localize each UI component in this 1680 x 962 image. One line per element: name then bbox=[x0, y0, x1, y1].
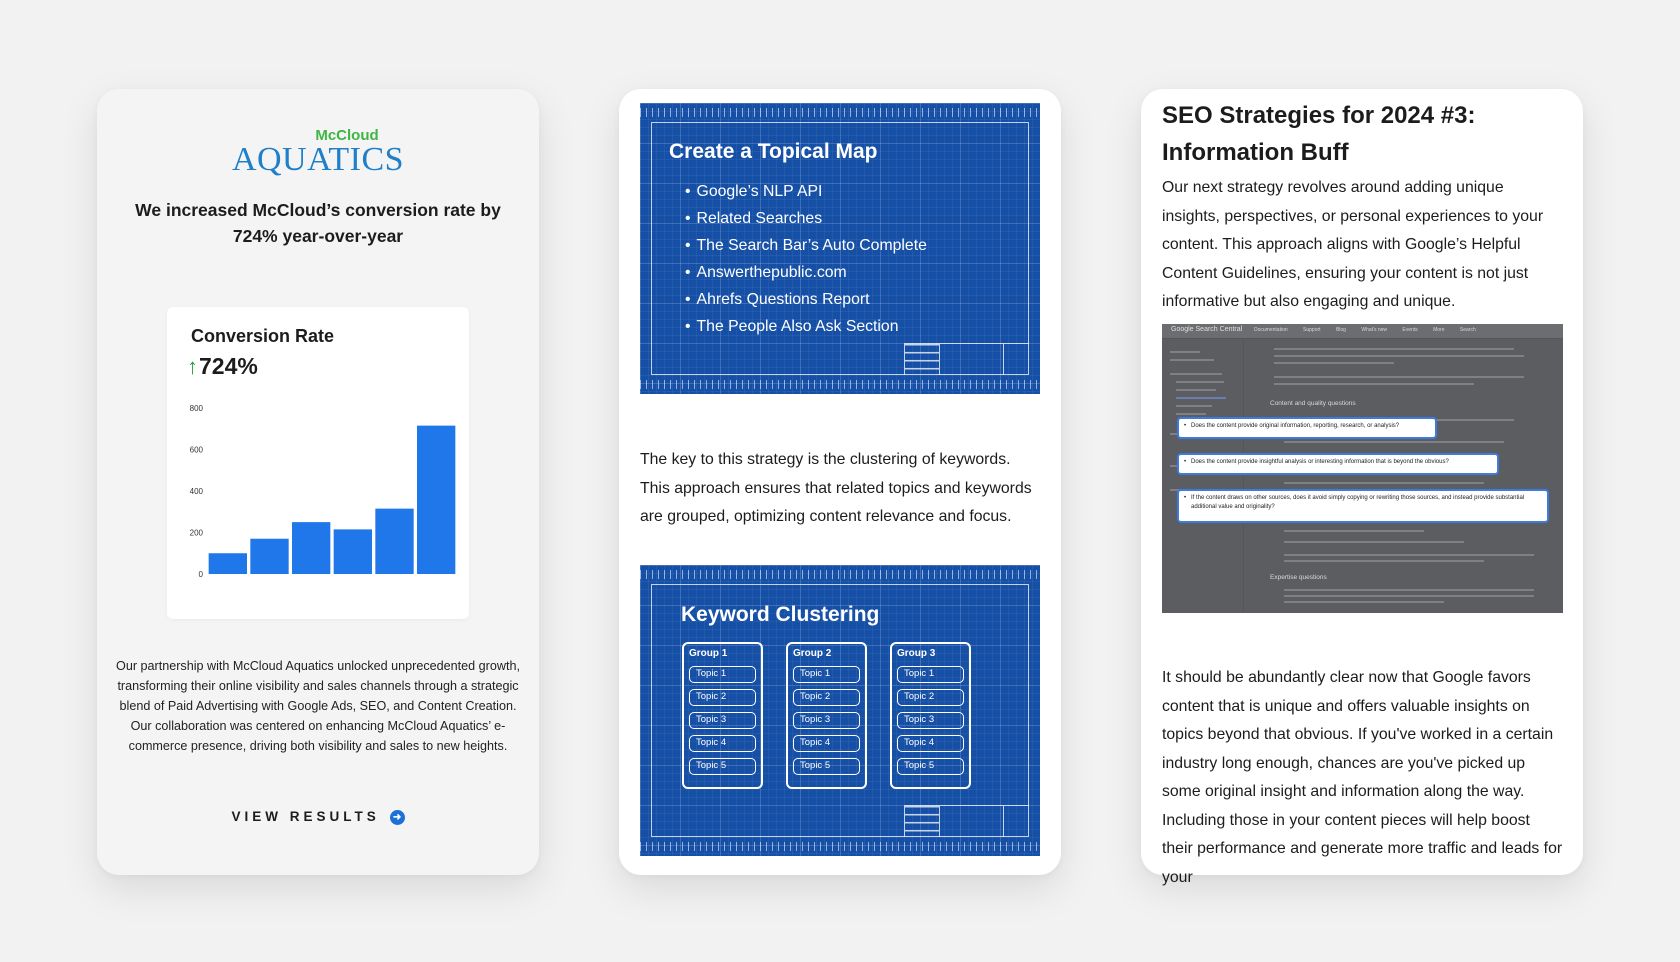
topic-pill: Topic 1 bbox=[689, 666, 756, 683]
keyword-group bbox=[890, 642, 971, 789]
topic-pill: Topic 1 bbox=[897, 666, 964, 683]
y-tick-label: 200 bbox=[189, 528, 203, 538]
article-card bbox=[1141, 89, 1583, 886]
topic-pill: Topic 4 bbox=[689, 735, 756, 752]
conversion-bar-chart bbox=[167, 402, 469, 602]
conversion-rate-chart-card bbox=[167, 307, 469, 619]
case-study-headline: We increased McCloud’s conversion rate by 724% year-over-year bbox=[135, 200, 501, 246]
keyword-clustering-title: Keyword Clustering bbox=[681, 603, 880, 626]
blueprint-title-block bbox=[904, 805, 1029, 837]
chart-bar bbox=[334, 529, 372, 574]
google-guidelines-screenshot bbox=[1162, 324, 1563, 613]
mccloud-aquatics-logo bbox=[97, 129, 539, 177]
topic-pill: Topic 4 bbox=[793, 735, 860, 752]
up-arrow-icon: ↑ bbox=[187, 354, 198, 379]
topical-map-title: Create a Topical Map bbox=[669, 140, 878, 163]
screenshot-brand: Google Search Central bbox=[1171, 326, 1243, 333]
screenshot-sidebar bbox=[1162, 339, 1244, 613]
list-item: • The People Also Ask Section bbox=[685, 313, 927, 340]
chart-bar bbox=[209, 553, 247, 574]
nav-item: Documentation bbox=[1254, 327, 1288, 333]
list-item: • The Search Bar’s Auto Complete bbox=[685, 232, 927, 259]
topic-pill: Topic 3 bbox=[793, 712, 860, 729]
article-paragraph: Our next strategy revolves around adding unique insights, perspectives, or personal experiences to your content. This approach aligns with Google’s Helpful Content Guidelines, ensuring your content is not just informative but also engaging and unique. bbox=[1162, 179, 1544, 310]
screenshot-nav bbox=[1254, 327, 1490, 333]
strategy-text: The key to this strategy is the clustering of keywords. This approach ensures that related topics and keywords are grouped, optimizing content relevance and focus. bbox=[640, 451, 1032, 525]
nav-item: Support bbox=[1303, 327, 1321, 333]
screenshot-expertise-heading: Expertise questions bbox=[1270, 574, 1327, 581]
y-tick-label: 800 bbox=[189, 404, 203, 413]
screenshot-callout: • If the content draws on other sources, does it avoid simply copying or rewriting those sources, and instead provide substantial additional value and originality? bbox=[1177, 489, 1549, 523]
list-item: • Answerthepublic.com bbox=[685, 259, 927, 286]
chart-bar bbox=[417, 426, 455, 574]
topic-pill: Topic 3 bbox=[897, 712, 964, 729]
blueprint-ruler-bottom bbox=[640, 842, 1040, 851]
blueprint-ruler-top bbox=[640, 570, 1040, 579]
chart-bar bbox=[292, 522, 330, 574]
group-label: Group 2 bbox=[793, 648, 832, 659]
topic-pill: Topic 2 bbox=[897, 689, 964, 706]
topic-pill: Topic 1 bbox=[793, 666, 860, 683]
topic-pill: Topic 5 bbox=[793, 758, 860, 775]
topic-pill: Topic 5 bbox=[689, 758, 756, 775]
topical-map-blueprint bbox=[640, 103, 1040, 394]
nav-item: What's new bbox=[1361, 327, 1388, 333]
nav-item: Search bbox=[1459, 327, 1476, 333]
logo-top-text: McCloud bbox=[315, 127, 379, 144]
y-tick-label: 400 bbox=[189, 487, 203, 496]
view-results-label: VIEW RESULTS bbox=[231, 809, 380, 824]
chart-kpi bbox=[187, 353, 258, 380]
screenshot-section-heading: Content and quality questions bbox=[1270, 400, 1356, 407]
article-paragraph: It should be abundantly clear now that Google favors content that is unique and offers valuable insights on topics beyond that obvious. If you've worked in a certain industry long enough, chances are you've picked up some original insight and information along the way. Including those in your content pieces will help boost their performance and generate more traffic and leads for your bbox=[1162, 669, 1563, 886]
article-title: SEO Strategies for 2024 #3: Information Buff bbox=[1162, 102, 1476, 166]
keyword-clustering-blueprint bbox=[640, 565, 1040, 856]
keyword-group bbox=[682, 642, 763, 789]
chart-bar bbox=[250, 539, 288, 574]
case-study-card bbox=[97, 89, 539, 875]
screenshot-callout: • Does the content provide insightful analysis or interesting information that is beyond the obvious? bbox=[1177, 453, 1499, 475]
nav-item: Events bbox=[1402, 327, 1418, 333]
blueprint-ruler-bottom bbox=[640, 380, 1040, 389]
nav-item: More bbox=[1433, 327, 1445, 333]
list-item: • Ahrefs Questions Report bbox=[685, 286, 927, 313]
topic-pill: Topic 2 bbox=[689, 689, 756, 706]
list-item: • Google’s NLP API bbox=[685, 178, 927, 205]
kpi-value: 724% bbox=[199, 353, 258, 379]
blueprint-title-block bbox=[904, 343, 1029, 375]
strategy-card bbox=[619, 89, 1061, 875]
list-item: • Related Searches bbox=[685, 205, 927, 232]
blueprint-ruler-top bbox=[640, 108, 1040, 117]
nav-item: Blog bbox=[1335, 327, 1346, 333]
screenshot-callout: • Does the content provide original information, reporting, research, or analysis? bbox=[1177, 417, 1437, 439]
group-label: Group 1 bbox=[689, 648, 728, 659]
chart-bar bbox=[375, 509, 413, 574]
y-tick-label: 0 bbox=[198, 570, 203, 579]
group-label: Group 3 bbox=[897, 648, 936, 659]
topic-pill: Topic 4 bbox=[897, 735, 964, 752]
screenshot-header bbox=[1162, 324, 1563, 339]
chart-title: Conversion Rate bbox=[191, 326, 335, 346]
view-results-button[interactable] bbox=[97, 809, 539, 825]
case-study-description: Our partnership with McCloud Aquatics unlocked unprecedented growth, transforming their online visibility and sales channels through a strategic blend of Paid Advertising with Google Ads, SEO, and Content Creation. Our collaboration was centered on enhancing McCloud Aquatics’ e-commerce presence, driving both visibility and sales to new heights. bbox=[116, 659, 520, 753]
topic-pill: Topic 2 bbox=[793, 689, 860, 706]
y-tick-label: 600 bbox=[189, 445, 203, 455]
logo-main-text: AQUATICS bbox=[231, 141, 405, 178]
topical-map-list bbox=[685, 178, 927, 340]
keyword-group bbox=[786, 642, 867, 789]
topic-pill: Topic 3 bbox=[689, 712, 756, 729]
topic-pill: Topic 5 bbox=[897, 758, 964, 775]
arrow-right-circle-icon: ➜ bbox=[390, 810, 405, 825]
